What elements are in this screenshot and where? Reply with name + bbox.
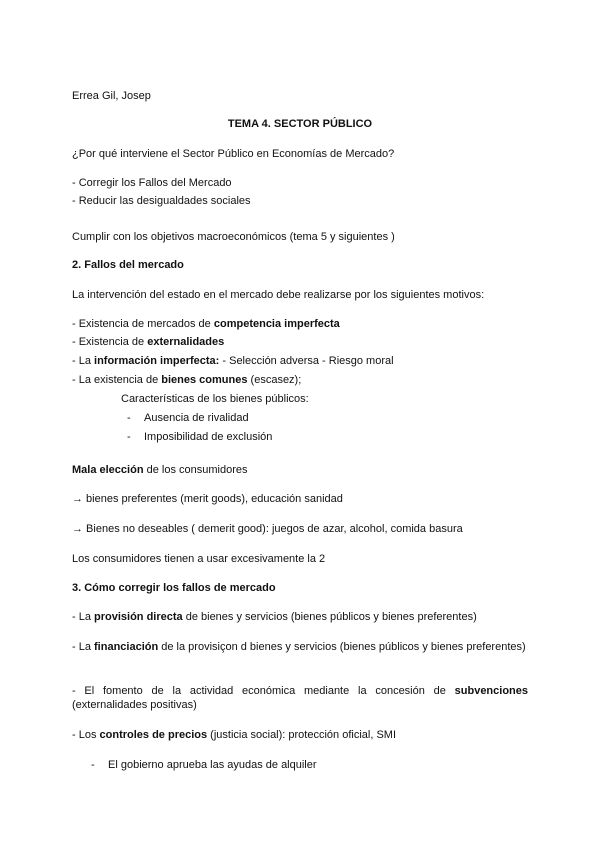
intro-question: ¿Por qué interviene el Sector Público en Economías de Mercado?	[72, 148, 395, 160]
correction-item: - El fomento de la actividad económica mediante la concesión de subvenciones (externalidades positivas)	[72, 685, 528, 711]
author-name: Errea Gil, Josep	[72, 90, 151, 102]
document-title: TEMA 4. SECTOR PÚBLICO	[227, 118, 373, 130]
bad-choice-line: Mala elección de los consumidores	[72, 464, 248, 476]
failure-item: - Existencia de mercados de competencia imperfecta	[72, 318, 340, 330]
bullet-dash: -	[127, 431, 131, 443]
failure-item: - Existencia de externalidades	[72, 336, 225, 348]
section-heading: 3. Cómo corregir los fallos de mercado	[72, 582, 276, 594]
reason-item: - Corregir los Fallos del Mercado	[72, 177, 232, 189]
section-intro: La intervención del estado en el mercado debe realizarse por los siguientes motivos:	[72, 289, 485, 301]
failure-item: - La información imperfecta: - Selección adversa - Riesgo moral	[72, 355, 394, 367]
tendency-line: Los consumidores tienen a usar excesivamente la 2	[72, 553, 326, 565]
failure-item: - La existencia de bienes comunes (escasez);	[72, 374, 302, 386]
objectives-text: Cumplir con los objetivos macroeconómicos (tema 5 y siguientes )	[72, 231, 395, 243]
public-good-item: Imposibilidad de exclusión	[144, 431, 273, 443]
section-heading: 2. Fallos del mercado	[72, 259, 184, 271]
correction-item: - Los controles de precios (justicia social): protección oficial, SMI	[72, 729, 397, 741]
bullet-dash: -	[127, 412, 131, 424]
merit-goods-line: → bienes preferentes (merit goods), educación sanidad	[72, 493, 343, 505]
correction-item: - La provisión directa de bienes y servicios (bienes públicos y bienes preferentes)	[72, 611, 477, 623]
correction-item: - La financiación de la provisiçon d bienes y servicios (bienes públicos y bienes preferentes)	[72, 641, 526, 653]
bullet-dash: -	[91, 759, 95, 771]
public-good-item: Ausencia de rivalidad	[144, 412, 249, 424]
reason-item: - Reducir las desigualdades sociales	[72, 195, 251, 207]
sub-item: El gobierno aprueba las ayudas de alquiler	[108, 759, 317, 771]
public-goods-label: Características de los bienes públicos:	[121, 393, 309, 405]
demerit-goods-line: → Bienes no deseables ( demerit good): juegos de azar, alcohol, comida basura	[72, 523, 463, 535]
